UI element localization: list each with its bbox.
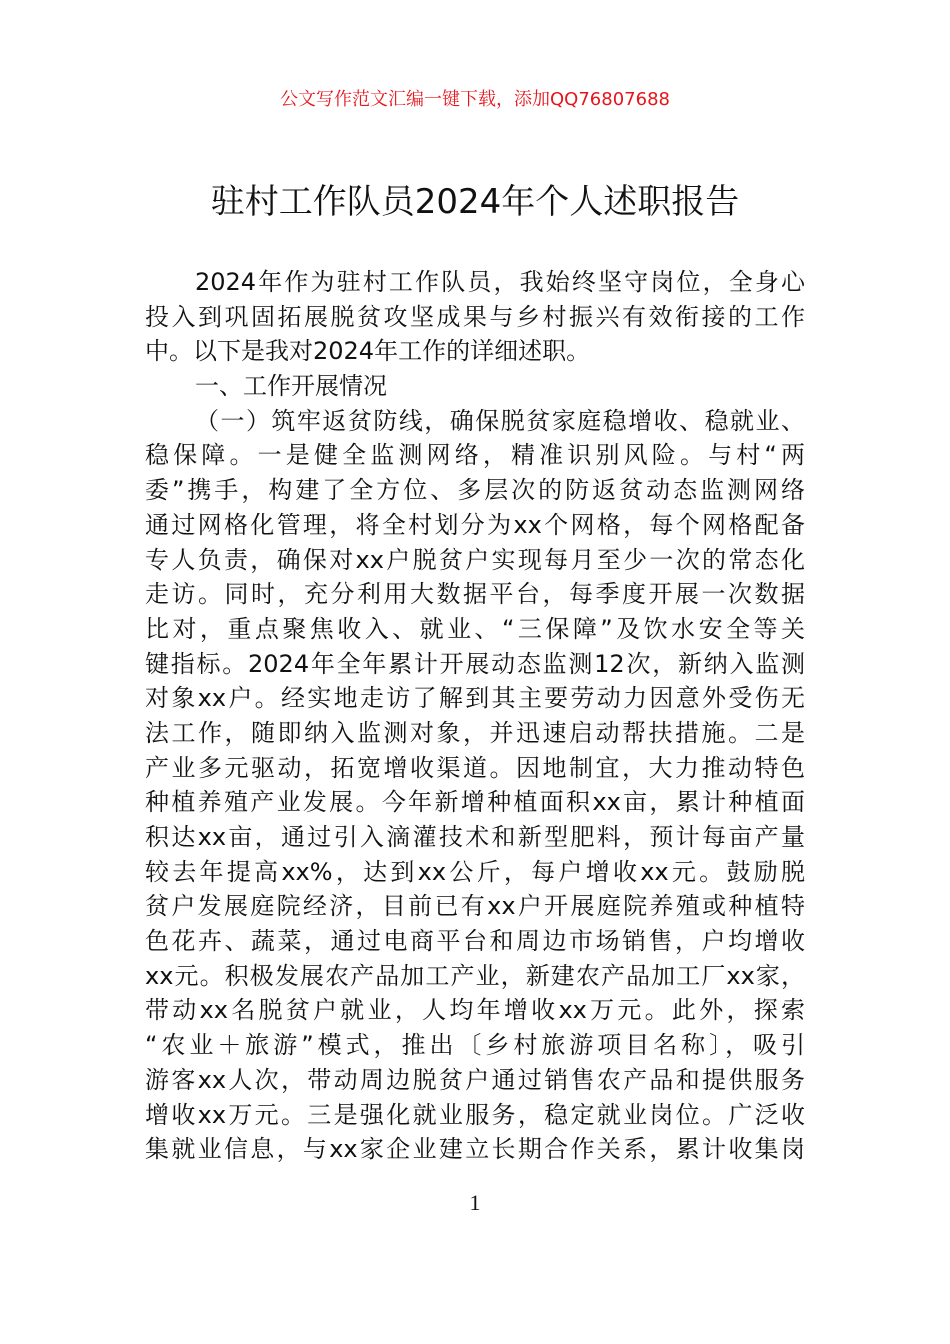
text-line: 带动xx名脱贫户就业，人均年增收xx万元。此外，探索: [145, 996, 805, 1025]
text-line: 贫户发展庭院经济，目前已有xx户开展庭院养殖或种植特: [145, 892, 805, 921]
document-body: [145, 265, 805, 1167]
text-line: 稳保障。一是健全监测网络，精准识别风险。与村“两: [145, 441, 805, 470]
text-line: xx元。积极发展农产品加工产业，新建农产品加工厂xx家，: [145, 961, 805, 990]
text-line: 集就业信息，与xx家企业建立长期合作关系，累计收集岗: [145, 1135, 805, 1164]
text-line: 投入到巩固拓展脱贫攻坚成果与乡村振兴有效衔接的工作: [145, 302, 805, 331]
text-line: 积达xx亩，通过引入滴灌技术和新型肥料，预计每亩产量: [145, 823, 805, 851]
text-line: 色花卉、蔬菜，通过电商平台和周边市场销售，户均增收: [145, 927, 805, 956]
text-line: 键指标。2024年全年累计开展动态监测12次，新纳入监测: [145, 649, 805, 678]
text-line: “农业＋旅游”模式，推出〔乡村旅游项目名称〕，吸引: [145, 1031, 805, 1060]
text-line: 中。以下是我对2024年工作的详细述职。: [145, 337, 591, 366]
text-line: 专人负责，确保对xx户脱贫户实现每月至少一次的常态化: [145, 545, 805, 574]
text-line: 增收xx万元。三是强化就业服务，稳定就业岗位。广泛收: [145, 1100, 805, 1129]
text-line: 较去年提高xx%，达到xx公斤，每户增收xx元。鼓励脱: [145, 857, 805, 886]
text-line: 走访。同时，充分利用大数据平台，每季度开展一次数据: [145, 580, 805, 609]
document-title: 驻村工作队员2024年个人述职报告: [210, 182, 740, 222]
text-line: 通过网格化管理，将全村划分为xx个网格，每个网格配备: [145, 510, 805, 539]
text-line: 比对，重点聚焦收入、就业、“三保障”及饮水安全等关: [145, 614, 805, 643]
download-watermark: 公文写作范文汇编一键下载，添加QQ76807688: [280, 89, 670, 110]
text-line: 对象xx户。经实地走访了解到其主要劳动力因意外受伤无: [145, 684, 805, 713]
text-line: 委”携手，构建了全方位、多层次的防返贫动态监测网络: [145, 476, 805, 505]
page-number: 1: [469, 1190, 481, 1215]
text-line: 种植养殖产业发展。今年新增种植面积xx亩，累计种植面: [145, 788, 805, 817]
text-line: 游客xx人次，带动周边脱贫户通过销售农产品和提供服务: [145, 1065, 805, 1094]
text-line: 2024年作为驻村工作队员，我始终坚守岗位，全身心: [195, 268, 805, 296]
text-line: 法工作，随即纳入监测对象，并迅速启动帮扶措施。二是: [145, 718, 805, 747]
text-line: （一）筑牢返贫防线，确保脱贫家庭稳增收、稳就业、: [195, 406, 805, 435]
text-line: 一、工作开展情况: [195, 372, 387, 401]
text-line: 产业多元驱动，拓宽增收渠道。因地制宜，大力推动特色: [145, 753, 805, 782]
